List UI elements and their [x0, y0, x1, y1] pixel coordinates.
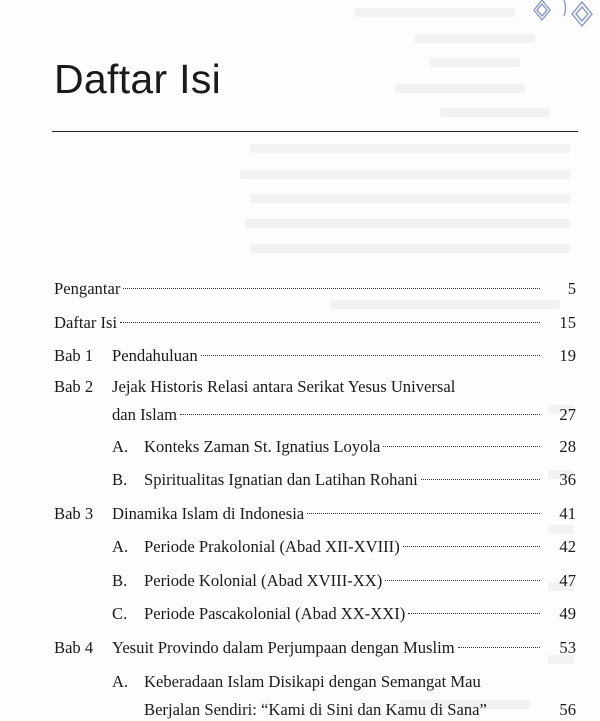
toc-row	[54, 430, 576, 464]
toc-entry[interactable]	[144, 695, 576, 721]
toc-entry[interactable]	[54, 272, 576, 306]
toc-entry[interactable]	[112, 631, 576, 665]
page-title: Daftar Isi	[54, 56, 222, 102]
toc-row	[54, 373, 576, 400]
toc-page-number: 5	[567, 279, 576, 298]
toc-entry-title: Pengantar	[54, 279, 121, 298]
toc-row	[54, 631, 576, 665]
toc-row	[54, 306, 576, 340]
toc-entry-line[interactable]	[112, 373, 576, 400]
table-of-contents	[54, 272, 576, 721]
toc-page-number: 41	[559, 503, 576, 523]
toc-page-number: 15	[559, 312, 576, 332]
dot-leader	[421, 479, 540, 480]
toc-row	[54, 695, 576, 721]
dot-leader	[307, 513, 540, 514]
toc-row	[54, 497, 576, 531]
toc-entry[interactable]	[112, 597, 576, 631]
dot-leader	[403, 546, 540, 547]
toc-entry-title: Keberadaan Islam Disikapi dengan Semangat Mau	[144, 672, 481, 691]
toc-page-number: 56	[559, 700, 576, 719]
toc-page-number: 42	[559, 537, 576, 556]
toc-entry[interactable]	[112, 400, 576, 430]
toc-page-number: 27	[559, 404, 576, 424]
toc-entry[interactable]	[112, 339, 576, 373]
dot-leader	[490, 709, 540, 710]
toc-row	[54, 597, 576, 631]
toc-entry-title: dan Islam	[112, 404, 177, 424]
toc-entry-title: Yesuit Provindo dalam Perjumpaan dengan Muslim	[112, 637, 455, 657]
section-letter: A.	[112, 537, 129, 556]
title-rule	[52, 131, 578, 132]
dot-leader	[123, 288, 540, 289]
toc-page-number: 53	[559, 637, 576, 657]
section-letter: C.	[112, 604, 128, 623]
toc-entry-line[interactable]	[112, 668, 576, 695]
section-letter: A.	[112, 672, 129, 691]
dot-leader	[180, 414, 540, 415]
chapter-label: Bab 1	[54, 346, 94, 365]
toc-row	[54, 400, 576, 430]
toc-entry-title: Pendahuluan	[112, 346, 198, 365]
toc-entry[interactable]	[54, 306, 576, 340]
toc-entry[interactable]	[112, 530, 576, 564]
toc-page-number: 28	[559, 436, 576, 456]
dot-leader	[120, 322, 540, 323]
dot-leader	[408, 613, 540, 614]
section-letter: B.	[112, 570, 128, 590]
section-letter: B.	[112, 470, 128, 489]
dot-leader	[383, 446, 540, 447]
toc-entry-title: Periode Pascakolonial (Abad XX-XXI)	[144, 604, 406, 623]
toc-entry[interactable]	[112, 463, 576, 497]
toc-entry-title: Periode Kolonial (Abad XVIII-XX)	[144, 570, 383, 590]
toc-entry-title: Berjalan Sendiri: “Kami di Sini dan Kamu di Sana”	[144, 700, 487, 719]
toc-page-number: 49	[559, 604, 576, 623]
toc-page-number: 47	[559, 570, 576, 590]
chapter-label: Bab 2	[54, 376, 94, 396]
toc-entry-title: Spiritualitas Ignatian dan Latihan Rohani	[144, 470, 418, 489]
toc-entry-title: Jejak Historis Relasi antara Serikat Yesus Universal	[112, 376, 456, 396]
dot-leader	[201, 355, 540, 356]
toc-page-number: 19	[559, 346, 576, 365]
dot-leader	[458, 647, 540, 648]
toc-row	[54, 463, 576, 497]
toc-row	[54, 339, 576, 373]
toc-row	[54, 272, 576, 306]
toc-entry-title: Dinamika Islam di Indonesia	[112, 503, 305, 523]
section-letter: A.	[112, 436, 129, 456]
toc-entry-title: Konteks Zaman St. Ignatius Loyola	[144, 436, 381, 456]
chapter-label: Bab 4	[54, 637, 94, 657]
toc-entry-title: Periode Prakolonial (Abad XII-XVIII)	[144, 537, 400, 556]
toc-row	[54, 668, 576, 695]
dot-leader	[385, 580, 540, 581]
toc-entry[interactable]	[112, 564, 576, 598]
toc-row	[54, 564, 576, 598]
toc-entry[interactable]	[112, 430, 576, 464]
corner-ornament-icon	[520, 0, 600, 36]
toc-entry-title: Daftar Isi	[54, 312, 118, 332]
chapter-label: Bab 3	[54, 503, 94, 523]
toc-entry[interactable]	[112, 497, 576, 531]
toc-row	[54, 530, 576, 564]
toc-page-number: 36	[559, 470, 576, 489]
